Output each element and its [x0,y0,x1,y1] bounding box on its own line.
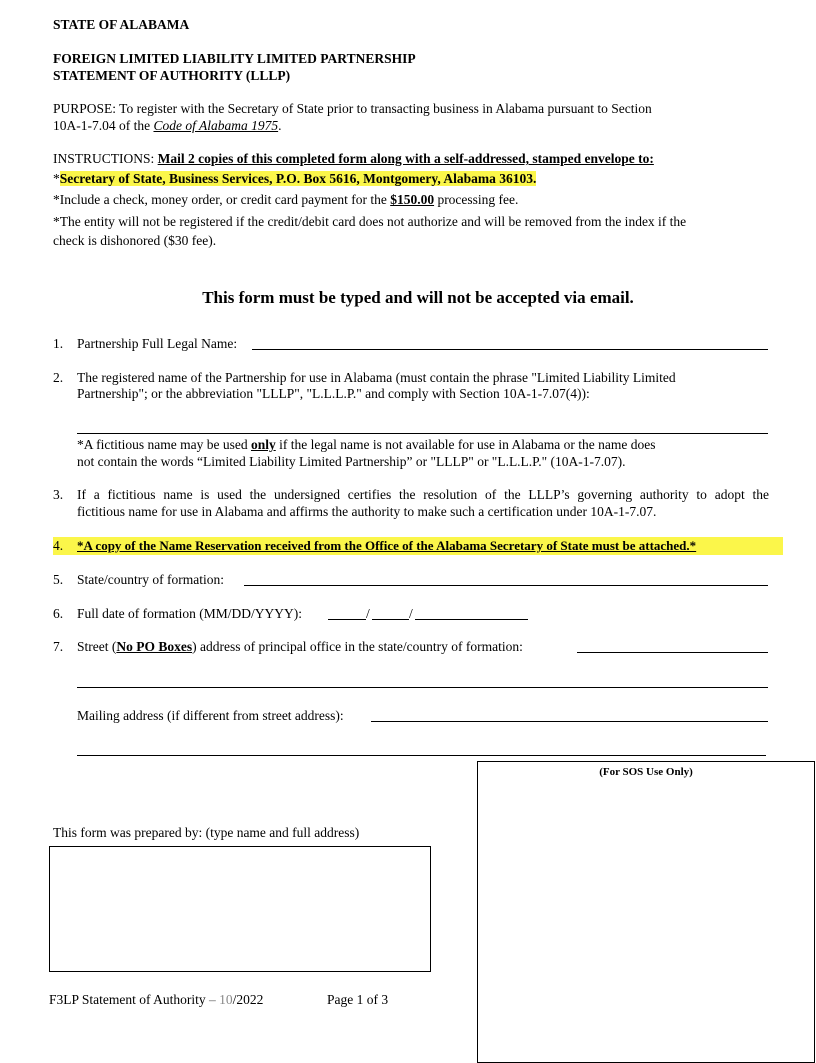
item-3-line2: fictitious name for use in Alabama and affirms the authority to make such a certification under 10A-1-7.07. [77,504,657,519]
date-separator-1: / [366,606,370,621]
formation-day-field[interactable] [372,619,409,620]
fictitious-note-line1: *A fictitious name may be used only if the legal name is not available for use in Alabama or the name does [77,437,656,452]
state-heading: STATE OF ALABAMA [53,17,190,32]
item-5-label: State/country of formation: [77,572,224,587]
mailing-address-field-line2[interactable] [77,755,766,756]
warning-line1: *The entity will not be registered if the credit/debit card does not authorize and will be removed from the index if the [53,214,687,229]
registered-name-field[interactable] [77,433,768,434]
item-4-number: 4. [53,538,64,553]
purpose-line2: 10A-1-7.04 of the Code of Alabama 1975. [53,118,282,133]
legal-name-field[interactable] [252,349,768,350]
formation-month-field[interactable] [328,619,366,620]
state-of-formation-field[interactable] [244,585,768,586]
item-1-number: 1. [53,336,64,351]
item-6-number: 6. [53,606,64,621]
fictitious-note-line2: not contain the words “Limited Liability Limited Partnership” or "LLLP" or "L.L.L.P." (10A-1-7.07). [77,454,626,469]
typed-only-notice: This form must be typed and will not be accepted via email. [202,288,634,307]
payment-line: *Include a check, money order, or credit card payment for the $150.00 processing fee. [53,192,519,207]
item-2-number: 2. [53,370,64,385]
form-title-line1: FOREIGN LIMITED LIABILITY LIMITED PARTNERSHIP [53,51,416,66]
warning-line2: check is dishonored ($30 fee). [53,233,217,248]
item-2-line1: The registered name of the Partnership for use in Alabama (must contain the phrase "Limited Liability Limited [77,370,676,385]
code-reference: Code of Alabama 1975 [153,118,279,133]
street-address-field-line2[interactable] [77,687,768,688]
street-address-field[interactable] [577,652,768,653]
form-footer-id: F3LP Statement of Authority – 10/2022 [49,992,264,1007]
item-7-number: 7. [53,639,64,654]
mailing-address-line: *Secretary of State, Business Services, P.O. Box 5616, Montgomery, Alabama 36103. [53,171,537,186]
date-separator-2: / [409,606,413,621]
sos-use-box [477,761,815,1063]
mail-instructions: Mail 2 copies of this completed form along with a self-addressed, stamped envelope to: [157,151,654,166]
name-reservation-requirement: *A copy of the Name Reservation received from the Office of the Alabama Secretary of State must be attached.* [77,538,697,553]
prepared-by-label: This form was prepared by: (type name and full address) [53,825,360,840]
page-number: Page 1 of 3 [327,992,389,1007]
item-6-label: Full date of formation (MM/DD/YYYY): [77,606,302,621]
prepared-by-box[interactable] [49,846,431,972]
instructions-line: INSTRUCTIONS: Mail 2 copies of this completed form along with a self-addressed, stamped envelope to: [53,151,654,166]
formation-year-field[interactable] [415,619,528,620]
item-5-number: 5. [53,572,64,587]
sos-mailing-address: Secretary of State, Business Services, P.O. Box 5616, Montgomery, Alabama 36103. [59,171,537,186]
mailing-address-field[interactable] [371,721,768,722]
purpose-line1: PURPOSE: To register with the Secretary of State prior to transacting business in Alabama pursuant to Section [53,101,652,116]
item-7-label: Street (No PO Boxes) address of principal office in the state/country of formation: [77,639,523,654]
item-3-line1: If a fictitious name is used the undersigned certifies the resolution of the LLLP’s governing authority to adopt the [77,487,769,502]
sos-use-label: (For SOS Use Only) [599,766,693,778]
form-title-line2: STATEMENT OF AUTHORITY (LLLP) [53,68,291,83]
processing-fee: $150.00 [390,192,435,207]
item-3-number: 3. [53,487,64,502]
item-2-line2: Partnership"; or the abbreviation "LLLP", "L.L.L.P." and comply with Section 10A-1-7.07(4)): [77,386,590,401]
item-1-label: Partnership Full Legal Name: [77,336,238,351]
mailing-address-label: Mailing address (if different from street address): [77,708,344,723]
